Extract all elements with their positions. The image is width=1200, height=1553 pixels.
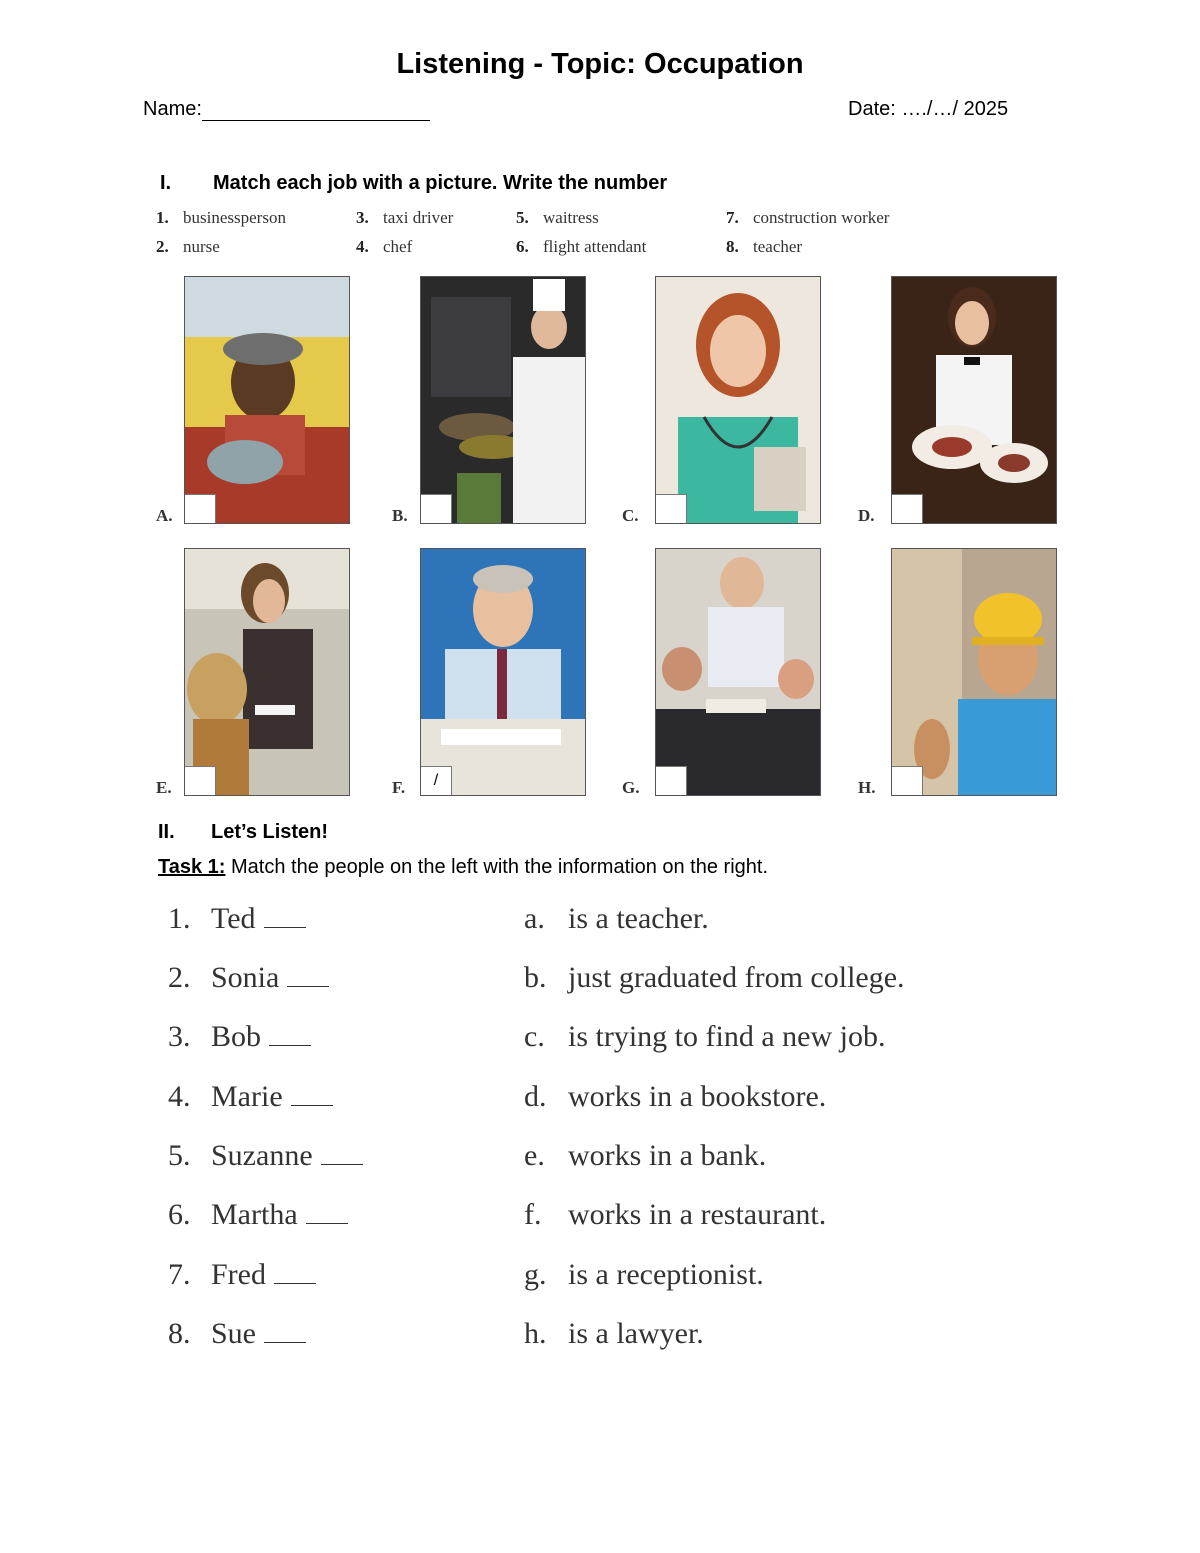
person-row: 6. Martha bbox=[168, 1198, 348, 1232]
section-1-number: I. bbox=[160, 172, 172, 194]
person-row: 2. Sonia bbox=[168, 961, 329, 995]
answer-blank[interactable] bbox=[264, 1338, 306, 1343]
job-item: 2. nurse bbox=[156, 237, 220, 256]
info-row: c. is trying to find a new job. bbox=[524, 1020, 886, 1053]
picture-letter-d: D. bbox=[858, 506, 875, 525]
picture-letter-h: H. bbox=[858, 778, 876, 797]
answer-box-d[interactable] bbox=[892, 494, 923, 523]
person-row: 3. Bob bbox=[168, 1020, 311, 1054]
section-2-number: II. bbox=[158, 821, 175, 843]
info-row: h. is a lawyer. bbox=[524, 1317, 704, 1350]
info-row: d. works in a bookstore. bbox=[524, 1080, 827, 1113]
person-row: 5. Suzanne bbox=[168, 1139, 363, 1173]
picture-nurse bbox=[655, 276, 821, 524]
job-item: 1. businessperson bbox=[156, 208, 286, 227]
picture-letter-c: C. bbox=[622, 506, 639, 525]
answer-box-g[interactable] bbox=[656, 766, 687, 795]
info-row: e. works in a bank. bbox=[524, 1139, 767, 1172]
answer-box-f[interactable]: / bbox=[421, 766, 452, 795]
answer-blank[interactable] bbox=[264, 923, 306, 928]
job-item: 3. taxi driver bbox=[356, 208, 454, 227]
name-field[interactable] bbox=[143, 98, 430, 121]
job-item: 8. teacher bbox=[726, 237, 803, 256]
section-2-title: Let’s Listen! bbox=[211, 821, 329, 843]
picture-letter-a: A. bbox=[156, 506, 173, 525]
answer-blank[interactable] bbox=[287, 982, 329, 987]
picture-businessperson bbox=[420, 548, 586, 796]
person-row: 8. Sue bbox=[168, 1317, 306, 1351]
picture-letter-g: G. bbox=[622, 778, 640, 797]
answer-blank[interactable] bbox=[269, 1041, 311, 1046]
answer-blank[interactable] bbox=[306, 1219, 348, 1224]
answer-blank[interactable] bbox=[291, 1101, 333, 1106]
job-item: 6. flight attendant bbox=[516, 237, 647, 256]
answer-blank[interactable] bbox=[321, 1160, 363, 1165]
info-row: b. just graduated from college. bbox=[524, 961, 905, 994]
person-row: 7. Fred bbox=[168, 1258, 316, 1292]
info-row: g. is a receptionist. bbox=[524, 1258, 764, 1291]
task-1-instruction bbox=[158, 856, 768, 879]
picture-flight-attendant bbox=[184, 548, 350, 796]
picture-construction-worker bbox=[891, 548, 1057, 796]
picture-letter-b: B. bbox=[392, 506, 408, 525]
job-item: 5. waitress bbox=[516, 208, 599, 227]
answer-box-a[interactable] bbox=[185, 494, 216, 523]
picture-teacher bbox=[655, 548, 821, 796]
info-row: f. works in a restaurant. bbox=[524, 1198, 827, 1231]
date-field[interactable]: Date: …./…/ 2025 bbox=[848, 98, 1009, 120]
picture-waitress bbox=[891, 276, 1057, 524]
page-title: Listening - Topic: Occupation bbox=[396, 48, 804, 80]
answer-box-h[interactable] bbox=[892, 766, 923, 795]
task-1-text: Match the people on the left with the information on the right. bbox=[225, 856, 769, 878]
name-blank[interactable] bbox=[202, 100, 430, 121]
name-label: Name: bbox=[143, 98, 202, 120]
answer-box-c[interactable] bbox=[656, 494, 687, 523]
section-1-title: Match each job with a picture. Write the number bbox=[213, 172, 668, 194]
job-item: 4. chef bbox=[356, 237, 413, 256]
job-item: 7. construction worker bbox=[726, 208, 890, 227]
person-row: 1. Ted bbox=[168, 902, 306, 936]
picture-letter-f: F. bbox=[392, 778, 406, 797]
answer-box-e[interactable] bbox=[185, 766, 216, 795]
task-1-label: Task 1: bbox=[158, 856, 226, 878]
info-row: a. is a teacher. bbox=[524, 902, 709, 935]
answer-box-b[interactable] bbox=[421, 494, 452, 523]
answer-blank[interactable] bbox=[274, 1279, 316, 1284]
picture-chef bbox=[420, 276, 586, 524]
picture-taxi-driver bbox=[184, 276, 350, 524]
person-row: 4. Marie bbox=[168, 1080, 333, 1114]
picture-letter-e: E. bbox=[156, 778, 172, 797]
